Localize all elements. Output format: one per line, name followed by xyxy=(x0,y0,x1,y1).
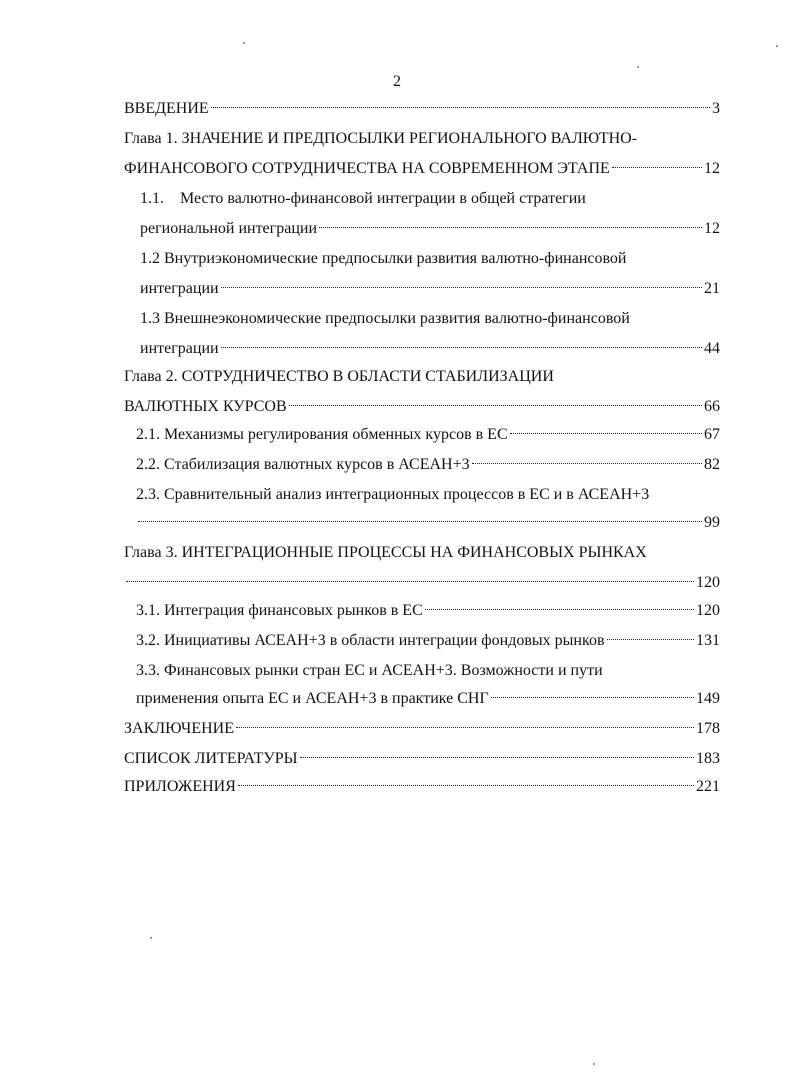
toc-entry-title xyxy=(140,184,586,214)
dot-leader xyxy=(221,347,702,348)
dot-leader xyxy=(300,757,694,758)
toc-entry-title: 2.1. Механизмы регулирования обменных курсов в ЕС xyxy=(136,426,508,443)
toc-entry-title: СПИСОК ЛИТЕРАТУРЫ xyxy=(124,750,298,767)
scan-speck xyxy=(593,1063,595,1065)
dot-leader xyxy=(238,785,694,786)
dot-leader xyxy=(510,433,702,434)
toc-entry-page: 82 xyxy=(704,456,720,473)
toc-entry-title: ВАЛЮТНЫХ КУРСОВ xyxy=(124,398,287,415)
toc-entry-section-1-3 xyxy=(140,304,720,334)
dot-leader xyxy=(289,405,702,406)
scan-speck xyxy=(637,66,639,68)
toc-entry-section-2-2 xyxy=(136,450,720,480)
toc-entry-page: 183 xyxy=(696,750,720,767)
toc-entry-page: 12 xyxy=(704,160,720,177)
dot-leader xyxy=(491,697,694,698)
toc-entry-section-1-2 xyxy=(140,244,720,274)
toc-entry-title: 1.2 Внутриэкономические предпосылки развития валютно-финансовой xyxy=(140,250,627,267)
scan-speck xyxy=(776,45,778,47)
dot-leader xyxy=(425,609,694,610)
toc-entry-section-1-2-cont xyxy=(140,274,720,304)
toc-entry-section-3-1 xyxy=(136,596,720,626)
toc-entry-chapter-3-cont xyxy=(124,568,720,598)
toc-entry-title: ПРИЛОЖЕНИЯ xyxy=(124,778,236,795)
toc-entry-page: 66 xyxy=(704,398,720,415)
toc-entry-section-2-3-cont xyxy=(136,508,720,538)
dot-leader xyxy=(319,227,702,228)
toc-entry-title: интеграции xyxy=(140,280,219,297)
toc-entry-title: применения опыта ЕС и АСЕАН+3 в практике СНГ xyxy=(136,690,489,707)
toc-entry-title: Глава 2. СОТРУДНИЧЕСТВО В ОБЛАСТИ СТАБИЛИЗАЦИИ xyxy=(124,368,554,385)
dot-leader xyxy=(221,287,702,288)
toc-entry-conclusion xyxy=(124,714,720,744)
toc-entry-chapter-2 xyxy=(124,362,720,392)
dot-leader xyxy=(607,639,695,640)
toc-entry-title: 2.2. Стабилизация валютных курсов в АСЕАН+3 xyxy=(136,456,470,473)
dot-leader xyxy=(612,167,702,168)
toc-entry-page: 120 xyxy=(696,602,720,619)
toc-entry-page: 149 xyxy=(696,690,720,707)
toc-entry-title-text: Место валютно-финансовой интеграции в общей стратегии xyxy=(180,190,586,207)
toc-entry-introduction xyxy=(124,94,720,124)
toc-entry-page: 21 xyxy=(704,280,720,297)
toc-entry-page: 221 xyxy=(696,778,720,795)
page-number: 2 xyxy=(393,73,401,90)
toc-entry-page: 44 xyxy=(704,340,720,357)
toc-entry-number: 1.1. xyxy=(140,190,164,207)
toc-entry-page: 120 xyxy=(696,574,720,591)
toc-entry-page: 67 xyxy=(704,426,720,443)
toc-entry-title: 3.2. Инициативы АСЕАН+3 в области интеграции фондовых рынков xyxy=(136,632,605,649)
toc-entry-chapter-1 xyxy=(124,124,720,154)
toc-entry-page: 178 xyxy=(696,720,720,737)
toc-entry-title: 2.3. Сравнительный анализ интеграционных процессов в ЕС и в АСЕАН+3 xyxy=(136,486,650,503)
toc-entry-section-2-1 xyxy=(136,420,720,450)
scan-speck xyxy=(243,42,245,44)
dot-leader xyxy=(138,521,702,522)
toc-entry-bibliography xyxy=(124,744,720,774)
toc-entry-title: 1.3 Внешнеэкономические предпосылки развития валютно-финансовой xyxy=(140,310,630,327)
toc-entry-page: 99 xyxy=(704,514,720,531)
toc-entry-title: региональной интеграции xyxy=(140,220,318,237)
toc-entry-page: 3 xyxy=(712,100,720,117)
toc-entry-title: ВВЕДЕНИЕ xyxy=(124,100,209,117)
toc-entry-section-1-1 xyxy=(140,184,720,214)
toc-entry-title: ЗАКЛЮЧЕНИЕ xyxy=(124,720,234,737)
dot-leader xyxy=(236,727,694,728)
dot-leader xyxy=(472,463,702,464)
toc-entry-section-3-3-cont xyxy=(136,684,720,714)
toc-entry-chapter-2-cont xyxy=(124,392,720,422)
toc-entry-page: 12 xyxy=(704,220,720,237)
toc-entry-chapter-1-cont xyxy=(124,154,720,184)
dot-leader xyxy=(126,581,694,582)
toc-entry-title: Глава 1. ЗНАЧЕНИЕ И ПРЕДПОСЫЛКИ РЕГИОНАЛЬНОГО ВАЛЮТНО- xyxy=(124,130,638,147)
toc-entry-section-2-3 xyxy=(136,480,720,510)
toc-entry-chapter-3 xyxy=(124,538,720,568)
toc-entry-page: 131 xyxy=(696,632,720,649)
toc-entry-title: 3.1. Интеграция финансовых рынков в ЕС xyxy=(136,602,423,619)
toc-entry-title: интеграции xyxy=(140,340,219,357)
toc-entry-title: 3.3. Финансовых рынки стран ЕС и АСЕАН+3. Возможности и пути xyxy=(136,662,603,679)
scan-speck xyxy=(150,937,152,939)
toc-entry-section-1-1-cont xyxy=(140,214,720,244)
toc-entry-section-1-3-cont xyxy=(140,334,720,364)
toc-entry-title: Глава 3. ИНТЕГРАЦИОННЫЕ ПРОЦЕССЫ НА ФИНАНСОВЫХ РЫНКАХ xyxy=(124,544,647,561)
toc-entry-section-3-2 xyxy=(136,626,720,656)
toc-entry-title: ФИНАНСОВОГО СОТРУДНИЧЕСТВА НА СОВРЕМЕННОМ ЭТАПЕ xyxy=(124,160,610,177)
toc-entry-appendices xyxy=(124,772,720,802)
toc-entry-section-3-3 xyxy=(136,656,720,686)
dot-leader xyxy=(211,107,710,108)
